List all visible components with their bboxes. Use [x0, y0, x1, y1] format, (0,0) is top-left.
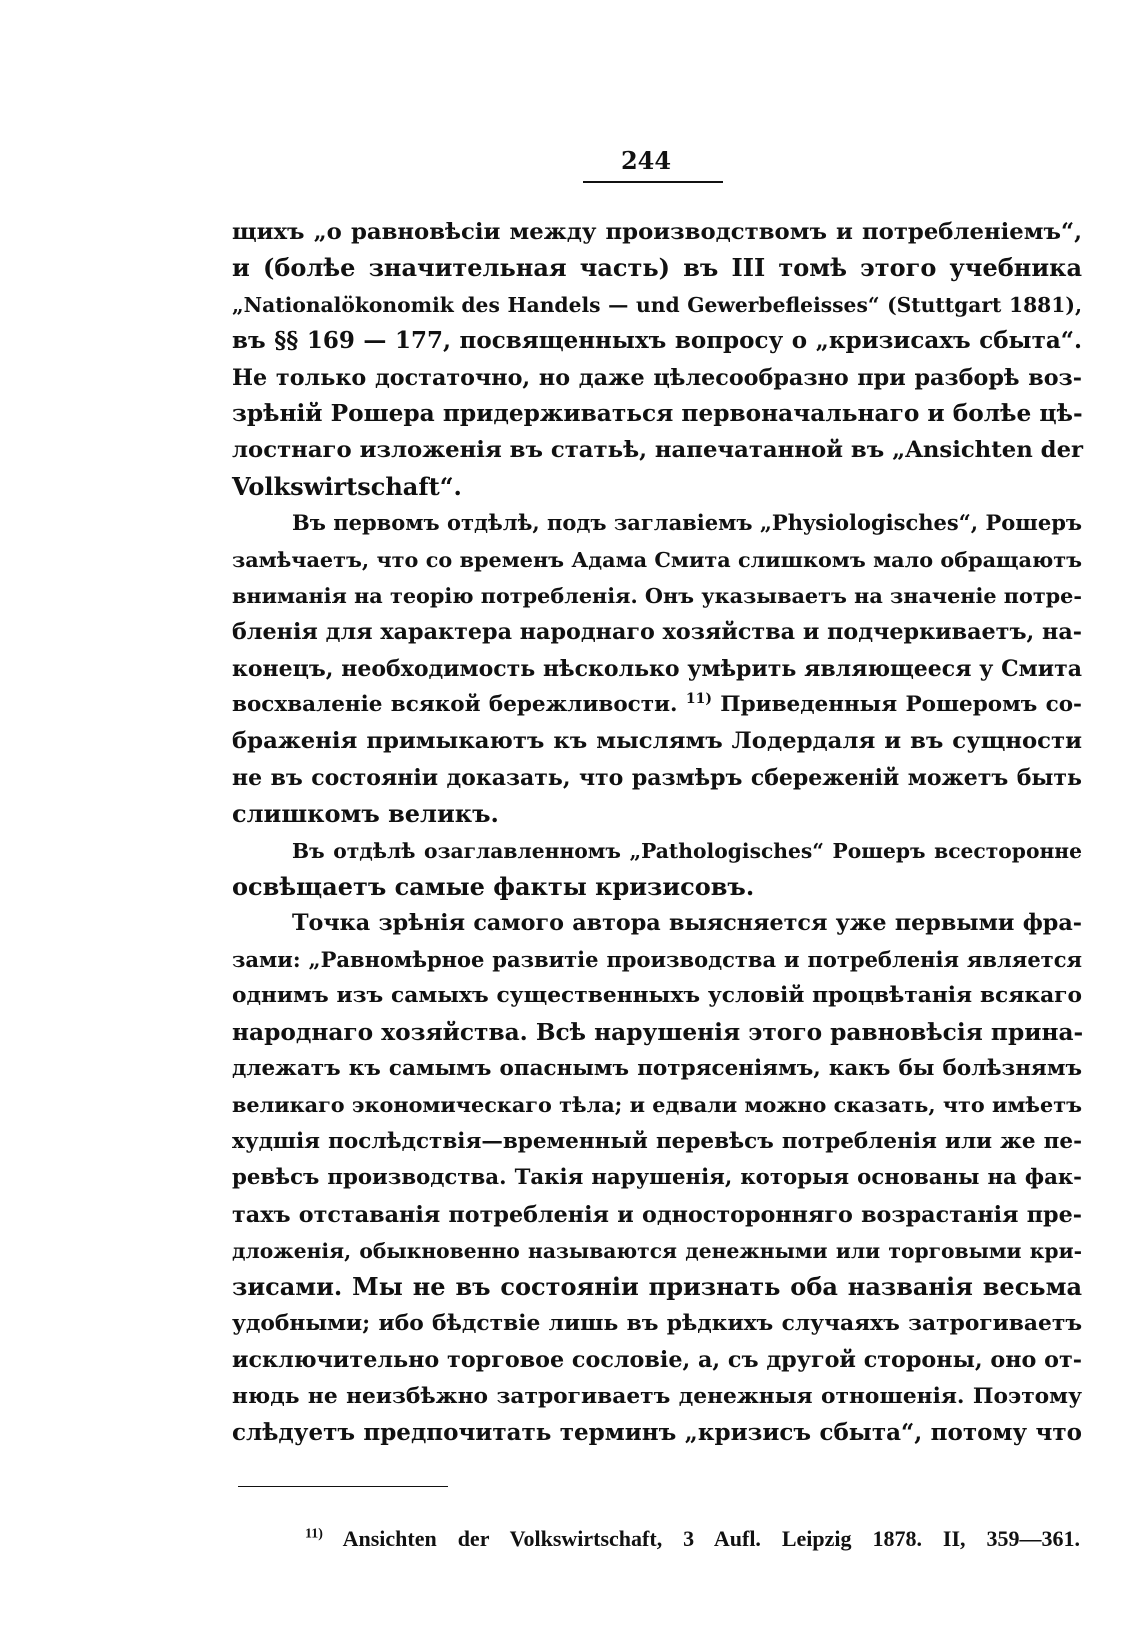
text-line: дложенія, обыкновенно называются денежными или торговыми кри- [232, 1238, 1082, 1263]
footnote-text: Ansichten der Volkswirtschaft, 3 Aufl. Leipzig 1878. II, 359—361. [342, 1526, 1080, 1551]
text-line: Volkswirtschaft“. [232, 471, 462, 501]
text-line: „Nationalökonomik des Handels — und Gewerbefleisses“ (Stuttgart 1881), [232, 292, 1082, 317]
text-line: вниманія на теорію потребленія. Онъ указываетъ на значеніе потре- [232, 583, 1082, 608]
text-line: однимъ изъ самыхъ существенныхъ условій процвѣтанія всякаго [232, 983, 1082, 1009]
text-line: Точка зрѣнія самого автора выясняется уже первыми фра- [292, 910, 1082, 937]
text-line: конецъ, необходимость нѣсколько умѣрить являющееся у Смита [232, 655, 1082, 682]
text-line: Въ отдѣлѣ озаглавленномъ „Pathologisches“ Рошеръ всесторонне [292, 838, 1082, 863]
page-number: 244 [620, 146, 672, 175]
text-line: зрѣній Рошера придерживаться первоначальнаго и болѣе цѣ- [232, 399, 1083, 427]
text-line: Не только достаточно, но даже цѣлесообразно при разборѣ воз- [232, 364, 1082, 391]
footnote [305, 1524, 1080, 1554]
text-line: лостнаго изложенія въ статьѣ, напечатанной въ „Ansichten der [232, 437, 1084, 464]
text-line: Въ первомъ отдѣлѣ, подъ заглавіемъ „Physiologisches“, Рошеръ [292, 510, 1082, 536]
text-line: исключительно торговое сословіе, а, съ другой стороны, оно от- [232, 1347, 1082, 1374]
text-line: освѣщаетъ самые факты кризисовъ. [232, 872, 755, 902]
text-line-with-footnote-ref [232, 687, 1082, 723]
text-line: слѣдуетъ предпочитать терминъ „кризисъ сбыта“, потому что [232, 1418, 1082, 1446]
body-text [232, 214, 1082, 1451]
text-line: великаго экономическаго тѣла; и едвали можно сказать, что имѣетъ [232, 1093, 1082, 1118]
page-number-rule [583, 181, 723, 183]
text-line: щихъ „о равновѣсіи между производствомъ и потребленіемъ“, [232, 219, 1082, 245]
text-line: нюдь не неизбѣжно затрогиваетъ денежныя отношенія. Поэтому [232, 1383, 1082, 1409]
text-line: въ §§ 169 — 177, посвященныхъ вопросу о „кризисахъ сбыта“. [232, 327, 1082, 355]
footnote-ref[interactable]: 11) [685, 690, 712, 707]
text-line: худшія послѣдствія—временный перевѣсъ потребленія или же пе- [232, 1128, 1082, 1154]
text-line: длежатъ къ самымъ опаснымъ потрясеніямъ, какъ бы болѣзнямъ [232, 1055, 1082, 1081]
paragraph-1 [232, 214, 1082, 505]
text-line: удобными; ибо бѣдствіе лишь въ рѣдкихъ случаяхъ затрогиваетъ [232, 1310, 1082, 1336]
text-line: браженія примыкаютъ къ мыслямъ Лодердаля и въ сущности [232, 728, 1082, 755]
footnote-marker: 11) [305, 1526, 323, 1542]
text-line: зами: „Равномѣрное развитіе производства и потребленія является [232, 946, 1082, 972]
text-segment: Приведенныя Рошеромъ со- [720, 692, 1082, 718]
footnote-rule [238, 1486, 448, 1487]
text-line: замѣчаетъ, что со временъ Адама Смита слишкомъ мало обращаютъ [232, 547, 1082, 572]
paragraph-4 [232, 905, 1082, 1451]
text-line: и (болѣе значительная часть) въ III томѣ этого учебника [232, 253, 1082, 283]
text-line: зисами. Мы не въ состояніи признать оба названія весьма [232, 1272, 1082, 1302]
paragraph-2 [232, 505, 1082, 833]
text-line: слишкомъ великъ. [232, 799, 499, 829]
text-segment: восхваленіе всякой бережливости. [232, 692, 678, 718]
text-line: ревѣсъ производства. Такія нарушенія, которыя основаны на фак- [232, 1165, 1082, 1191]
text-line: тахъ отставанія потребленія и односторонняго возрастанія пре- [232, 1201, 1082, 1228]
text-line: бленія для характера народнаго хозяйства и подчеркиваетъ, на- [232, 619, 1082, 646]
paragraph-3 [232, 833, 1082, 906]
text-line: не въ состояніи доказать, что размѣръ сбереженій можетъ быть [232, 764, 1082, 791]
text-line: народнаго хозяйства. Всѣ нарушенія этого равновѣсія прина- [232, 1018, 1084, 1046]
